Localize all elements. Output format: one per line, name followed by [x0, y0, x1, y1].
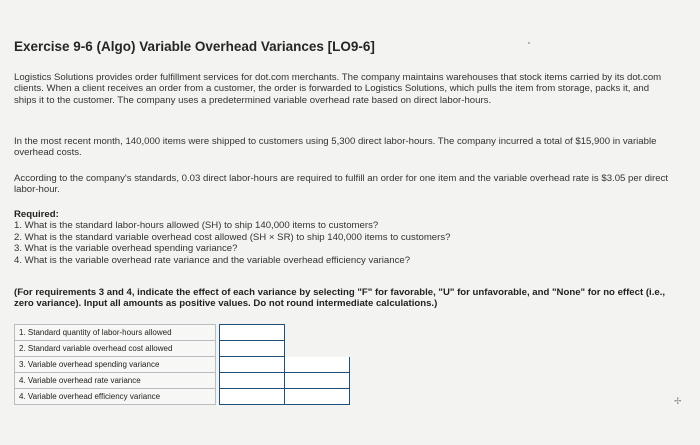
answer-row-label: 4. Variable overhead rate variance [15, 373, 216, 389]
effect-input-5[interactable] [285, 390, 349, 404]
answer-row-label: 1. Standard quantity of labor-hours allowed [15, 325, 216, 341]
problem-paragraph-3: According to the company's standards, 0.03 direct labor-hours are required to fulfill an order for one item and the variable overhead rate is $3.05 per direct labor-hour. [14, 173, 669, 196]
answer-row-label: 4. Variable overhead efficiency variance [15, 389, 216, 405]
required-section [14, 209, 674, 266]
required-item-2: 2. What is the standard variable overhead cost allowed (SH × SR) to ship 140,000 items to customers? [14, 231, 451, 243]
problem-paragraph-1: Logistics Solutions provides order fulfillment services for dot.com merchants. The company maintains warehouses that stock items carried by its dot.com clients. When a client receives an order from a customer, the order is forwarded to Logistics Solutions, which pulls the item from storage, packs it, and ships it to the customer. The company uses a predetermined variable overhead rate based on direct labor-hours. [14, 72, 662, 106]
amount-input-5[interactable] [220, 390, 284, 404]
effect-cell[interactable] [285, 373, 350, 389]
answer-row-label: 2. Standard variable overhead cost allowed [15, 341, 216, 357]
answer-row-label: 3. Variable overhead spending variance [15, 357, 216, 373]
amount-cell[interactable] [220, 357, 285, 373]
effect-input-3[interactable] [285, 358, 349, 372]
required-item-1: 1. What is the standard labor-hours allowed (SH) to ship 140,000 items to customers? [14, 220, 379, 232]
amount-cell[interactable] [220, 373, 285, 389]
amount-input-4[interactable] [220, 374, 284, 388]
page-title: Exercise 9-6 (Algo) Variable Overhead Variances [LO9-6] [14, 39, 375, 54]
amount-cell[interactable] [220, 341, 285, 357]
effect-cell[interactable] [285, 357, 350, 373]
required-item-4: 4. What is the variable overhead rate variance and the variable overhead efficiency variance? [14, 254, 411, 266]
instructions-text: (For requirements 3 and 4, indicate the effect of each variance by selecting "F" for favorable, "U" for unfavorable, and "None" for no effect (i.e., zero variance). Input all amounts as positive values. Do not round intermediate calculations.) [14, 287, 666, 310]
required-item-3: 3. What is the variable overhead spending variance? [14, 243, 238, 255]
answer-row-2 [15, 341, 350, 357]
required-heading: Required: [14, 209, 59, 220]
problem-paragraph-2: In the most recent month, 140,000 items were shipped to customers using 5,300 direct labor-hours. The company incurred a total of $15,900 in variable overhead costs. [14, 136, 657, 159]
effect-cell[interactable] [285, 389, 350, 405]
answer-row-4 [15, 373, 350, 389]
effect-input-4[interactable] [285, 374, 349, 388]
amount-cell[interactable] [220, 389, 285, 405]
amount-input-3[interactable] [220, 358, 284, 372]
cursor-dot [528, 42, 530, 44]
answer-row-3 [15, 357, 350, 373]
amount-input-2[interactable] [220, 342, 284, 356]
amount-cell[interactable] [220, 325, 285, 341]
answer-table [14, 324, 350, 405]
answer-row-5 [15, 389, 350, 405]
answer-row-1 [15, 325, 350, 341]
mouse-cursor-icon: ✢ [674, 396, 682, 406]
amount-input-1[interactable] [220, 326, 284, 340]
